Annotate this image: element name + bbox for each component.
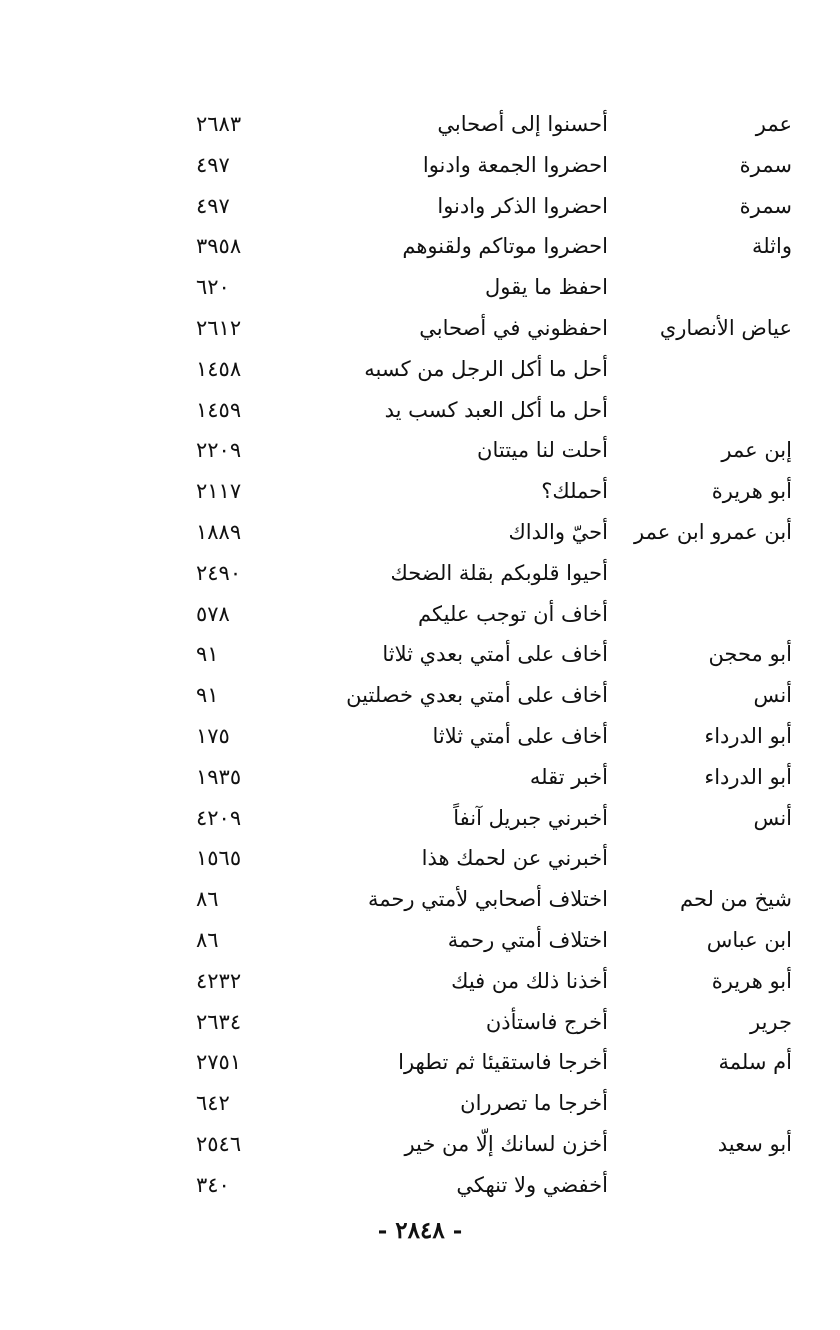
narrator-name: أم سلمة <box>718 1050 792 1075</box>
table-row <box>0 838 840 879</box>
narrator-name: أبن عمرو ابن عمر <box>633 520 792 544</box>
hadith-text: أخبرني جبريل آنفاً <box>453 805 608 830</box>
hadith-text: أخذنا ذلك من فيك <box>451 968 608 993</box>
hadith-text: أحل ما أكل العبد كسب يد <box>384 397 608 422</box>
table-row <box>0 512 840 553</box>
hadith-number: ١٩٣٥ <box>196 764 242 789</box>
hadith-text: أخزن لسانك إلّا من خير <box>404 1132 608 1156</box>
narrator-name: أبو هريرة <box>711 968 792 993</box>
hadith-number: ٢١١٧ <box>196 479 242 504</box>
hadith-number: ٢٥٤٦ <box>196 1132 242 1156</box>
hadith-number: ٤٢٠٩ <box>196 805 242 830</box>
hadith-text: احضروا الذكر وادنوا <box>437 193 608 218</box>
hadith-text: أخاف أن توجب عليكم <box>418 601 608 626</box>
narrator-name: أبو الدرداء <box>704 724 792 748</box>
narrator-name: أبو محجن <box>708 642 792 667</box>
narrator-name: أنس <box>753 805 792 830</box>
hadith-text: أحلت لنا ميتتان <box>477 438 608 463</box>
table-row <box>0 920 840 961</box>
table-row <box>0 430 840 471</box>
hadith-text: أحسنوا إلى أصحابي <box>437 112 608 136</box>
table-row <box>0 594 840 635</box>
table-row <box>0 634 840 675</box>
hadith-text: اختلاف أصحابي لأمتي رحمة <box>367 887 608 912</box>
narrator-name: أبو هريرة <box>711 479 792 504</box>
hadith-number: ٦٢٠ <box>196 275 230 300</box>
narrator-name: أبو سعيد <box>717 1132 792 1156</box>
table-row <box>0 1083 840 1124</box>
hadith-text: أخاف على أمتي ثلاثا <box>432 724 608 748</box>
hadith-number: ٦٤٢ <box>196 1091 230 1116</box>
narrator-name: جرير <box>750 1009 792 1034</box>
narrator-name: ابن عباس <box>706 928 792 952</box>
hadith-number: ٢٦٣٤ <box>196 1009 242 1034</box>
table-row <box>0 1002 840 1043</box>
hadith-number: ٢٧٥١ <box>196 1050 242 1075</box>
table-row <box>0 798 840 839</box>
table-row <box>0 1165 840 1206</box>
narrator-name: عياض الأنصاري <box>659 316 792 340</box>
table-row <box>0 553 840 594</box>
page-number: - ٢٨٤٨ - <box>377 1217 463 1244</box>
hadith-text: أخاف على أمتي بعدي ثلاثا <box>382 642 608 667</box>
table-row <box>0 716 840 757</box>
table-row <box>0 145 840 186</box>
hadith-text: أخبر تقله <box>529 764 608 789</box>
narrator-name: سمرة <box>739 193 792 218</box>
hadith-number: ١٥٦٥ <box>196 846 242 871</box>
hadith-number: ٢٤٩٠ <box>196 560 242 585</box>
hadith-number: ١٨٨٩ <box>196 520 242 544</box>
hadith-number: ٥٧٨ <box>196 601 230 626</box>
narrator-name: أبو الدرداء <box>704 764 792 789</box>
hadith-number: ٤٩٧ <box>196 152 230 177</box>
table-row <box>0 308 840 349</box>
hadith-text: أحملك؟ <box>541 479 608 504</box>
table-row <box>0 1124 840 1165</box>
table-row <box>0 349 840 390</box>
hadith-text: أخرجا فاستقيئا ثم تطهرا <box>398 1050 608 1075</box>
table-row <box>0 879 840 920</box>
narrator-name: إبن عمر <box>721 438 792 463</box>
hadith-number: ١٧٥ <box>196 724 230 748</box>
table-row <box>0 104 840 145</box>
hadith-text: أحيّ والداك <box>508 520 608 544</box>
hadith-number: ٨٦ <box>196 928 219 952</box>
hadith-number: ٢٢٠٩ <box>196 438 242 463</box>
hadith-text: أخبرني عن لحمك هذا <box>421 846 608 871</box>
hadith-number: ١٤٥٩ <box>196 397 242 422</box>
table-row <box>0 390 840 431</box>
table-row <box>0 1042 840 1083</box>
table-row <box>0 226 840 267</box>
hadith-text: أحيوا قلوبكم بقلة الضحك <box>390 560 608 585</box>
table-row <box>0 186 840 227</box>
hadith-number: ٣٩٥٨ <box>196 234 242 259</box>
narrator-name: أنس <box>753 683 792 708</box>
table-row <box>0 961 840 1002</box>
narrator-name: عمر <box>755 112 792 136</box>
hadith-number: ٨٦ <box>196 887 219 912</box>
hadith-text: احضروا الجمعة وادنوا <box>422 152 608 177</box>
table-row <box>0 757 840 798</box>
hadith-number: ٣٤٠ <box>196 1172 230 1197</box>
table-row <box>0 471 840 512</box>
hadith-text: اختلاف أمتي رحمة <box>447 928 608 952</box>
hadith-text: أخاف على أمتي بعدي خصلتين <box>346 683 608 708</box>
hadith-text: احفظوني في أصحابي <box>419 316 608 340</box>
hadith-text: احفظ ما يقول <box>485 275 608 300</box>
hadith-number: ٩١ <box>196 642 219 667</box>
hadith-number: ١٤٥٨ <box>196 356 242 381</box>
narrator-name: واثلة <box>751 234 792 259</box>
hadith-number: ٤٢٣٢ <box>196 968 242 993</box>
hadith-text: أخرج فاستأذن <box>485 1009 608 1034</box>
table-row <box>0 675 840 716</box>
hadith-number: ٢٦٨٣ <box>196 112 242 136</box>
hadith-number: ٩١ <box>196 683 219 708</box>
hadith-text: احضروا موتاكم ولقنوهم <box>402 234 608 259</box>
narrator-name: شيخ من لحم <box>679 887 792 912</box>
hadith-number: ٤٩٧ <box>196 193 230 218</box>
hadith-text: أخفضي ولا تنهكي <box>456 1172 608 1197</box>
table-row <box>0 267 840 308</box>
hadith-text: أخرجا ما تصرران <box>460 1091 608 1116</box>
hadith-number: ٢٦١٢ <box>196 316 242 340</box>
hadith-text: أحل ما أكل الرجل من كسبه <box>364 356 608 381</box>
narrator-name: سمرة <box>739 152 792 177</box>
